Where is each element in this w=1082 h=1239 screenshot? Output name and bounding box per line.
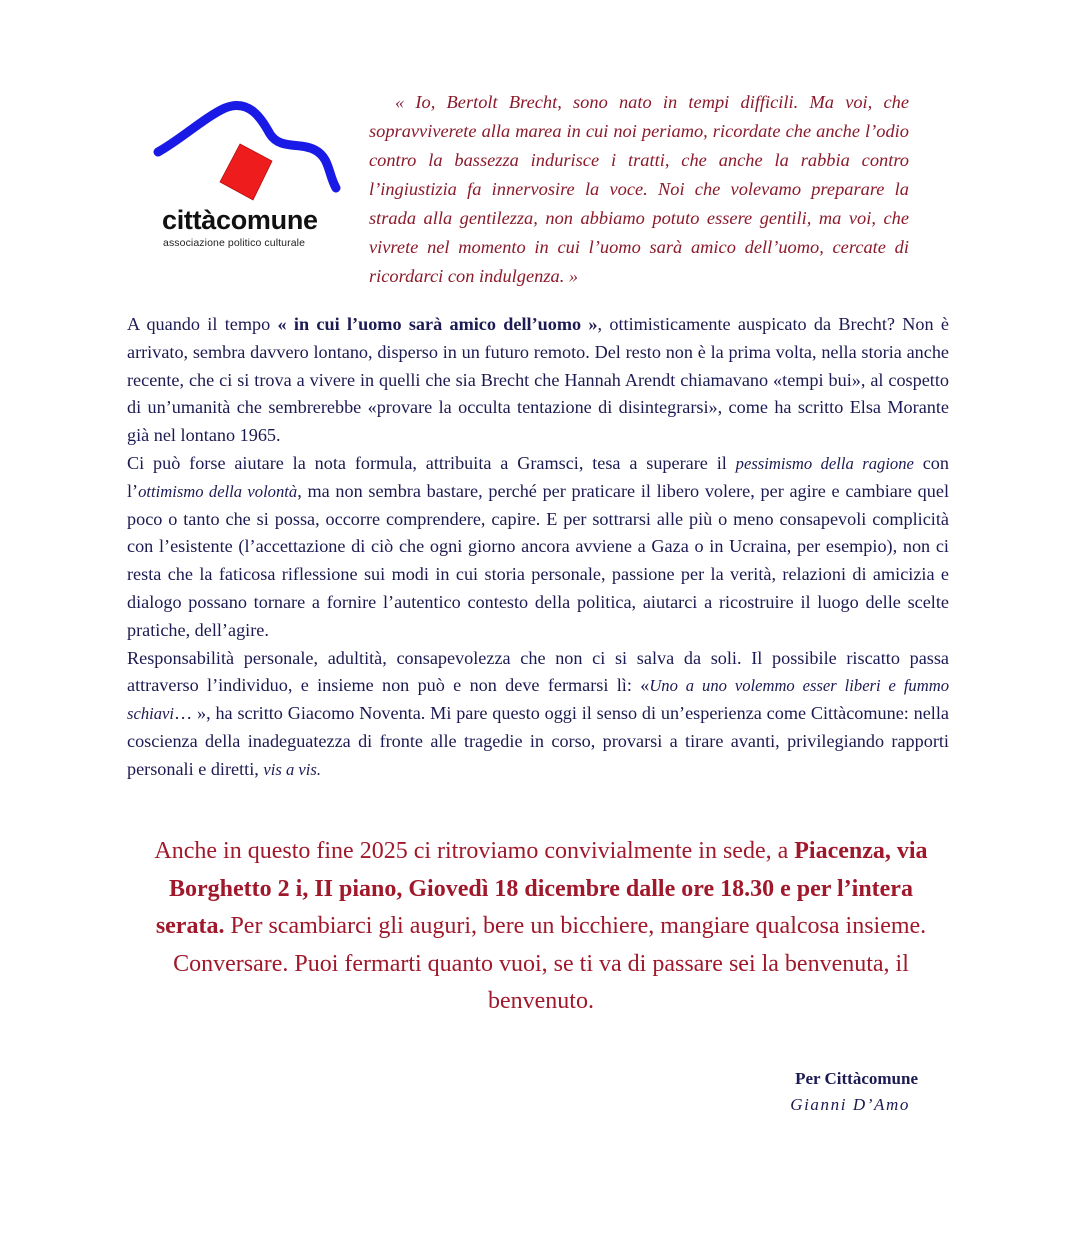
paragraph-3 <box>127 645 949 784</box>
signature <box>700 1066 918 1118</box>
text-run: Responsabilità personale, adultità, consapevolezza che non ci si salva da soli. Il possibile riscatto passa attraverso l’individuo, e insieme non può e non deve fermarsi lì: « <box>127 647 949 696</box>
cittacomune-logo <box>150 92 350 257</box>
logo-square <box>220 144 272 200</box>
brecht-quote <box>369 88 909 291</box>
logo-name: cittàcomune <box>162 205 318 235</box>
logo-subtitle: associazione politico culturale <box>163 237 306 249</box>
text-run: Ci può forse aiutare la nota formula, attribuita a Gramsci, tesa a superare il <box>127 452 736 473</box>
bold-quote: « in cui l’uomo sarà amico dell’uomo » <box>277 314 598 334</box>
text-run: A quando il tempo <box>127 314 278 334</box>
event-invitation <box>138 833 944 1021</box>
text-run: … », ha scritto Giacomo Noventa. Mi pare questo oggi il senso di un’esperienza come Cittàcomune: nella coscienza della inadeguatezza di fronte alle tragedie in corso, provarsi a tirare avanti, privilegiando rapporti personali e diretti, <box>127 703 949 779</box>
italic-phrase: ottimismo della volontà <box>138 481 298 501</box>
text-run: Anche in questo fine 2025 ci ritroviamo convivialmente in sede, a <box>154 838 795 864</box>
paragraph-1 <box>127 311 949 450</box>
italic-phrase: vis a vis. <box>263 759 321 779</box>
logo-graphic-icon <box>150 92 350 212</box>
italic-phrase: Uno a uno volemmo esser liberi e fummo schiavi <box>127 676 949 724</box>
text-run: con l’ <box>127 452 949 501</box>
body-text <box>127 311 949 784</box>
text-run: Per scambiarci gli auguri, bere un bicchiere, mangiare qualcosa insieme. Conversare. Puoi fermarti quanto vuoi, se ti va di passare sei la benvenuta, il benvenuto. <box>173 913 927 1014</box>
text-run: , ma non sembra bastare, perché per praticare il libero volere, per agire e cambiare quel poco o tanto che si possa, occorre comprendere, capire. E per sottrarsi alle più o meno consapevoli complicità con l’esistente (l’accettazione di ciò che ogni giorno ancora avviene a Gaza o in Ucraina, per esempio), non ci resta che la faticosa riflessione sui modi in cui storia personale, passione per la verità, relazioni di amicizia e dialogo possano tornare a fornire l’autentico contesto della politica, aiutarci a ricostruire il luogo delle scelte pratiche, dell’agire. <box>127 480 949 640</box>
quote-text: « Io, Bertolt Brecht, sono nato in tempi difficili. Ma voi, che sopravviverete alla marea in cui noi periamo, ricordate che anche l’odio contro la bassezza indurisce i tratti, che anche la rabbia contro l’ingiustizia fa innervosire la voce. Noi che volevamo preparare la strada alla gentilezza, non abbiamo potuto essere gentili, ma voi, che vivrete nel momento in cui l’uomo sarà amico dell’uomo, cercate di ricordarci con indulgenza. » <box>369 92 909 286</box>
signature-org: Per Cittàcomune <box>795 1069 918 1088</box>
invitation-text <box>138 833 944 1021</box>
paragraph-2 <box>127 450 949 645</box>
signature-name: Gianni D’Amo <box>790 1095 910 1114</box>
event-details: Piacenza, via Borghetto 2 i, II piano, Giovedì 18 dicembre dalle ore 18.30 e per l’intera serata. <box>155 838 928 939</box>
text-run: , ottimisticamente auspicato da Brecht? Non è arrivato, sembra davvero lontano, disperso in un futuro remoto. Del resto non è la prima volta, nella storia anche recente, che ci si trova a vivere in quelli che sia Brecht che Hannah Arendt chiamavano «tempi bui», al cospetto di un’umanità che sembrerebbe «provare la occulta tentazione di disintegrarsi», come ha scritto Elsa Morante già nel lontano 1965. <box>127 314 949 446</box>
italic-phrase: pessimismo della ragione <box>735 453 914 473</box>
